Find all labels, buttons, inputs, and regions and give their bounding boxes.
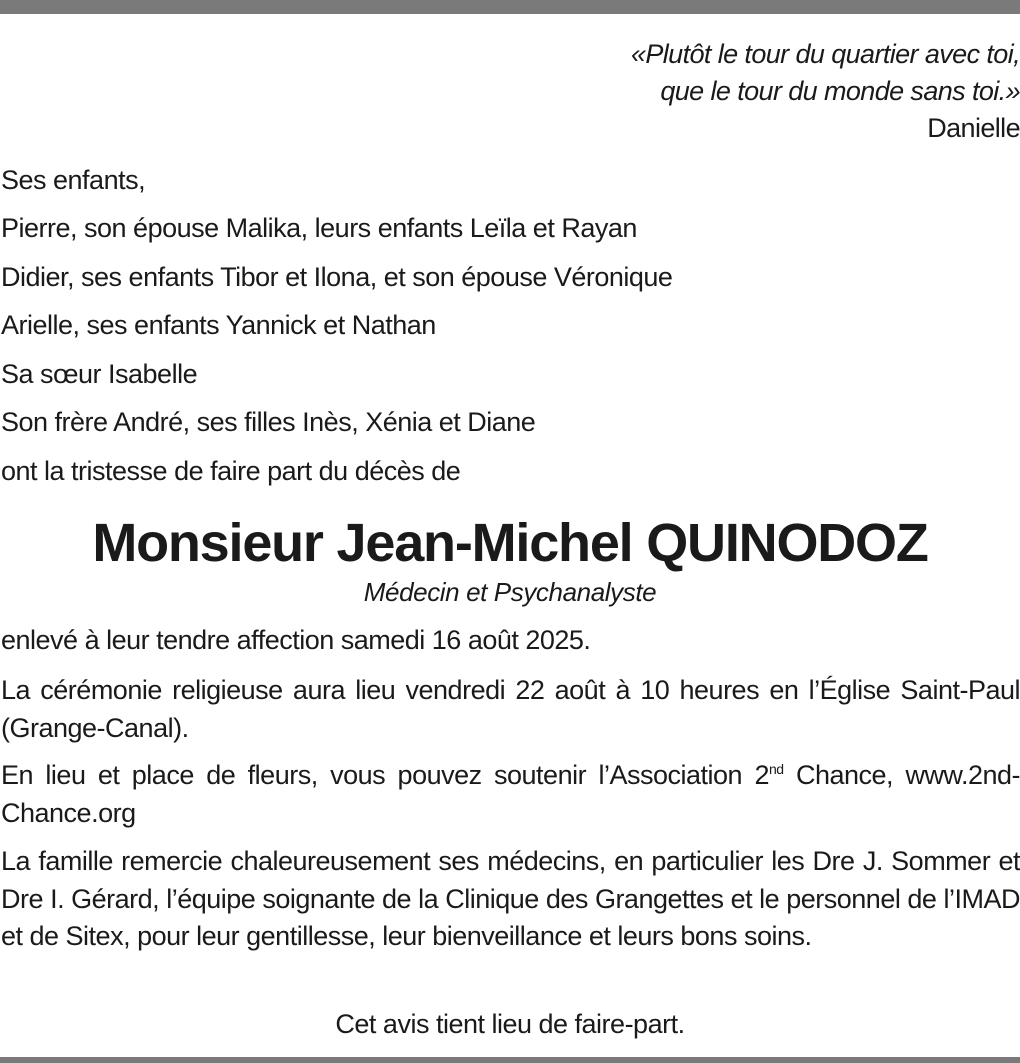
donation-prefix: En lieu et place de fleurs, vous pouvez soutenir l’Association 2 (1, 760, 769, 790)
quote-line-2: que le tour du monde sans toi.» (660, 76, 1020, 106)
announcement-line: ont la tristesse de faire part du décès de (1, 456, 461, 486)
donation-paragraph (1, 757, 1020, 832)
date-line: enlevé à leur tendre affection samedi 16 août 2025. (1, 625, 591, 655)
donation-superscript: nd (768, 761, 784, 777)
deceased-profession: Médecin et Psychanalyste (363, 577, 657, 607)
family-intro: Ses enfants, (1, 165, 146, 195)
thanks-paragraph: La famille remercie chaleureusement ses médecins, en particulier les Dre J. Sommer et Dre I. Gérard, l’équipe soignante de la Clinique des Grangettes et le personnel de l’IMAD et de Sitex, pour leur gentillesse, leur bienveillance et leurs bons soins. (1, 846, 1020, 951)
family-member: Arielle, ses enfants Yannick et Nathan (1, 310, 436, 340)
ceremony-paragraph: La cérémonie religieuse aura lieu vendredi 22 août à 10 heures en l’Église Saint-Paul (Grange-Canal). (1, 675, 1020, 743)
family-member: Pierre, son épouse Malika, leurs enfants Leïla et Rayan (1, 213, 637, 243)
donation-suffix: Chance, www.2nd-Chance.org (1, 760, 1020, 828)
bottom-rule (0, 1057, 1020, 1063)
quote-author: Danielle (927, 113, 1020, 143)
family-member: Sa sœur Isabelle (1, 359, 198, 389)
family-member: Didier, ses enfants Tibor et Ilona, et son épouse Véronique (1, 262, 673, 292)
epigraph (631, 36, 1020, 147)
top-rule (0, 0, 1020, 14)
closing-line: Cet avis tient lieu de faire-part. (335, 1009, 685, 1039)
family-member: Son frère André, ses filles Inès, Xénia et Diane (1, 407, 536, 437)
deceased-name: Monsieur Jean-Michel QUINODOZ (92, 513, 928, 573)
quote-line-1: «Plutôt le tour du quartier avec toi, (630, 39, 1020, 69)
